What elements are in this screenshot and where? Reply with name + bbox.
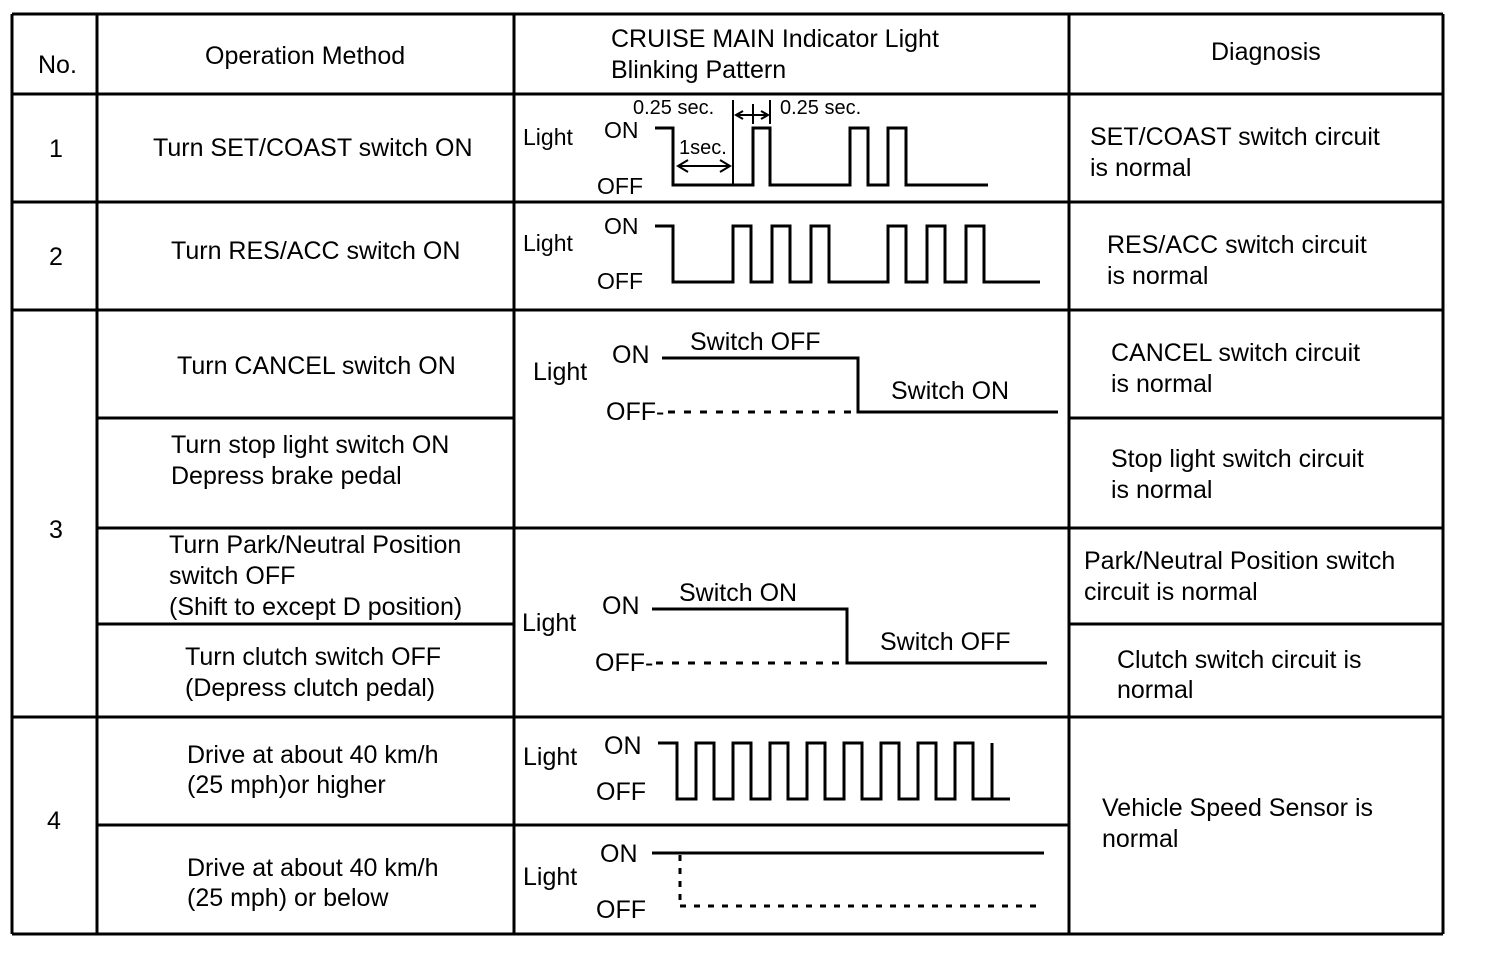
row-3d-operation-line1: Turn clutch switch OFF [185,643,442,671]
row-3b-diagnosis-line1: Stop light switch circuit [1111,445,1364,473]
header-pattern-line1: CRUISE MAIN Indicator Light [611,25,939,53]
row-3d-operation-line2: (Depress clutch pedal) [185,674,436,702]
row-3-cancel-off-label: OFF- [606,398,665,426]
row-4-diagnosis-line1: Vehicle Speed Sensor is [1102,794,1374,822]
waveform-row-4-below [652,853,1044,906]
row-1-diagnosis-line2: is normal [1090,154,1192,182]
row-2-light-label: Light [523,230,573,256]
row-2-operation: Turn RES/ACC switch ON [171,237,461,265]
row-3-park-on-label: ON [602,592,640,620]
row-3-park-light-label: Light [522,609,577,637]
row-3-park-off-label: OFF- [595,649,654,677]
row-4a-operation-line1: Drive at about 40 km/h [187,741,439,769]
row-1-timing-left: 0.25 sec. [633,97,715,119]
row-4b-off-label: OFF [596,896,646,924]
row-4a-light-label: Light [523,743,578,771]
row-3b-diagnosis-line2: is normal [1111,476,1213,504]
row-4b-on-label: ON [600,840,638,868]
row-4b-light-label: Light [523,863,578,891]
row-1-operation: Turn SET/COAST switch ON [153,134,473,162]
row-2-diagnosis-line2: is normal [1107,262,1209,290]
row-1-timing-right: 0.25 sec. [780,97,862,119]
row-1-on-label: ON [604,117,639,143]
row-1-no: 1 [49,135,63,163]
row-3c-operation-line2: switch OFF [169,562,296,590]
row-3-park-low-label: Switch OFF [880,628,1011,656]
row-3b-operation-line1: Turn stop light switch ON [171,431,450,459]
header-no: No. [38,51,77,79]
row-3c-operation-line1: Turn Park/Neutral Position [169,531,462,559]
row-3d-diagnosis-line2: normal [1117,676,1194,704]
row-3c-operation-line3: (Shift to except D position) [169,593,463,621]
header-operation-method: Operation Method [205,42,406,70]
row-4b-operation-line2: (25 mph) or below [187,884,389,912]
row-4-no: 4 [47,807,61,835]
row-1-timing-period: 1sec. [679,137,727,159]
row-4a-on-label: ON [604,732,642,760]
row-2-on-label: ON [604,213,639,239]
row-1-off-label: OFF [597,173,643,199]
row-3d-diagnosis-line1: Clutch switch circuit is [1117,646,1362,674]
row-3-no: 3 [49,516,63,544]
row-4a-operation-line2: (25 mph)or higher [187,771,386,799]
row-3-cancel-high-label: Switch OFF [690,328,821,356]
row-3a-operation: Turn CANCEL switch ON [177,352,456,380]
row-4a-off-label: OFF [596,778,646,806]
row-3c-diagnosis-line1: Park/Neutral Position switch [1084,547,1396,575]
row-3-cancel-light-label: Light [533,358,588,386]
row-2-diagnosis-line1: RES/ACC switch circuit [1107,231,1367,259]
waveform-row-4-higher [658,743,1010,799]
row-3b-operation-line2: Depress brake pedal [171,462,402,490]
row-3a-diagnosis-line2: is normal [1111,370,1213,398]
row-3-cancel-on-label: ON [612,341,650,369]
row-3-cancel-low-label: Switch ON [891,377,1010,405]
row-4-diagnosis-line2: normal [1102,825,1179,853]
row-2-no: 2 [49,243,63,271]
row-1-diagnosis-line1: SET/COAST switch circuit [1090,123,1380,151]
header-diagnosis: Diagnosis [1211,38,1321,66]
row-4b-operation-line1: Drive at about 40 km/h [187,854,439,882]
waveform-row-2 [655,226,1040,282]
header-pattern-line2: Blinking Pattern [611,56,787,84]
row-2-off-label: OFF [597,268,643,294]
row-3-park-high-label: Switch ON [679,579,798,607]
row-1-light-label: Light [523,124,573,150]
row-3a-diagnosis-line1: CANCEL switch circuit [1111,339,1361,367]
row-3c-diagnosis-line2: circuit is normal [1084,578,1258,606]
